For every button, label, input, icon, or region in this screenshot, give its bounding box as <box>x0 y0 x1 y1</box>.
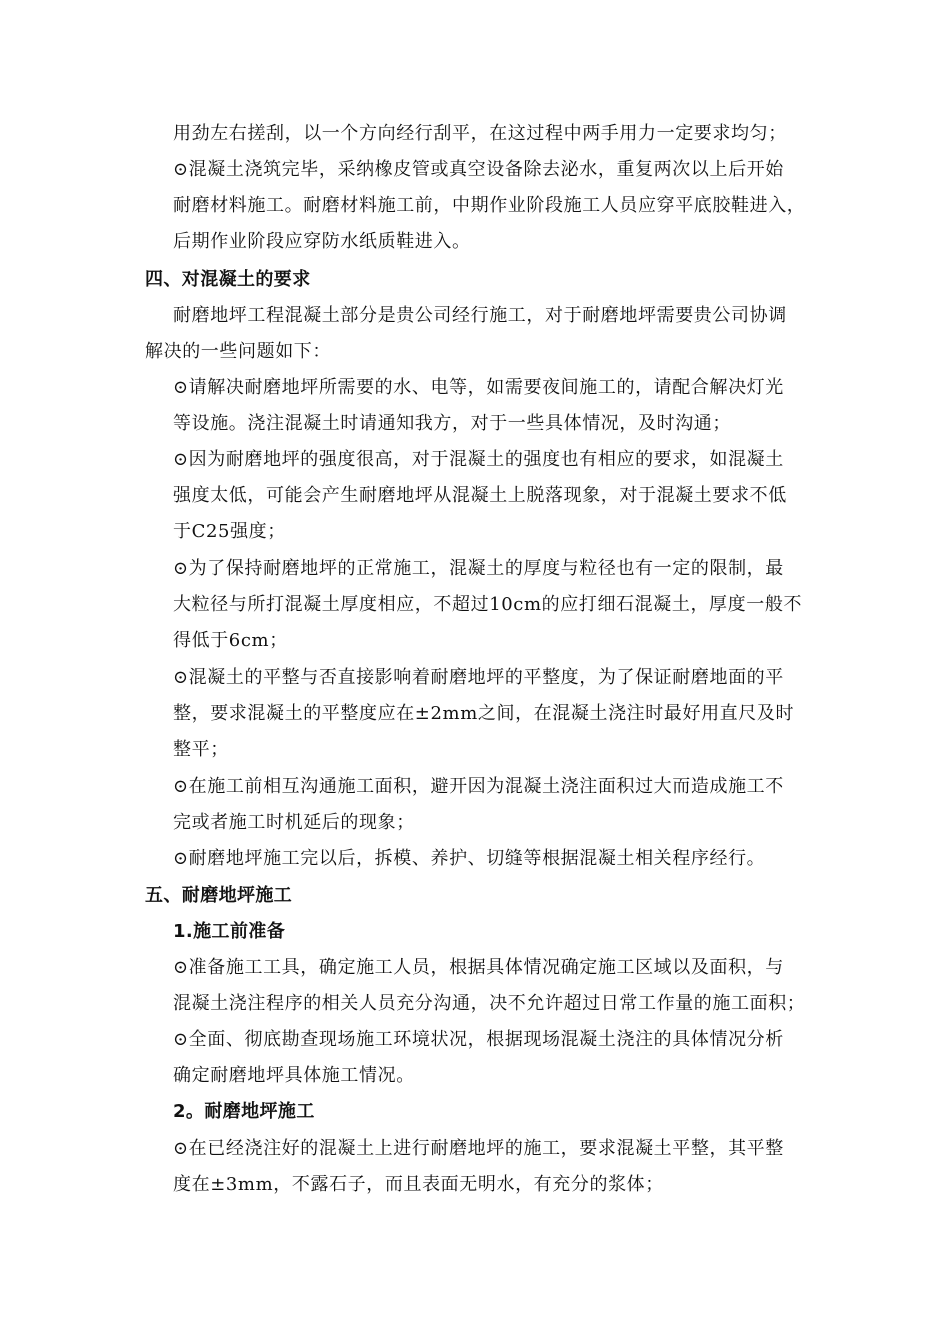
body-text-line: 整，要求混凝土的平整度应在±2mm之间，在混凝土浇注时最好用直尺及时 <box>173 703 795 724</box>
body-text-line: 耐磨地坪工程混凝土部分是贵公司经行施工，对于耐磨地坪需要贵公司协调 <box>173 305 787 326</box>
section-heading: 四、对混凝土的要求 <box>145 269 311 290</box>
body-text-line: 确定耐磨地坪具体施工情况。 <box>173 1065 415 1086</box>
bullet-text-line: ⊙为了保持耐磨地坪的正常施工，混凝土的厚度与粒径也有一定的限制，最 <box>173 558 784 579</box>
bullet-text-line: ⊙混凝土的平整与否直接影响着耐磨地坪的平整度，为了保证耐磨地面的平 <box>173 667 784 688</box>
subsection-heading: 2。耐磨地坪施工 <box>173 1101 315 1122</box>
subsection-heading: 1.施工前准备 <box>173 921 286 942</box>
bullet-text-line: ⊙全面、彻底勘查现场施工环境状况，根据现场混凝土浇注的具体情况分析 <box>173 1029 784 1050</box>
body-text-line: 等设施。浇注混凝土时请通知我方，对于一些具体情况，及时沟通； <box>173 413 731 434</box>
bullet-text-line: ⊙因为耐磨地坪的强度很高，对于混凝土的强度也有相应的要求，如混凝土 <box>173 449 784 470</box>
body-text-line: 耐磨材料施工。耐磨材料施工前，中期作业阶段施工人员应穿平底胶鞋进入， <box>173 195 806 216</box>
body-text-line: 解决的一些问题如下： <box>145 341 331 362</box>
body-text-line: 度在±3mm，不露石子，而且表面无明水，有充分的浆体； <box>173 1174 664 1195</box>
body-text-line: 用劲左右搓刮，以一个方向经行刮平，在这过程中两手用力一定要求均匀； <box>173 123 787 144</box>
body-text-line: 整平； <box>173 739 229 760</box>
body-text-line: 得低于6cm； <box>173 630 288 651</box>
body-text-line: 完或者施工时机延后的现象； <box>173 812 415 833</box>
body-text-line: 于C25强度； <box>173 521 286 542</box>
bullet-text-line: ⊙耐磨地坪施工完以后，拆模、养护、切缝等根据混凝土相关程序经行。 <box>173 848 766 869</box>
section-heading: 五、耐磨地坪施工 <box>145 885 293 906</box>
body-text-line: 混凝土浇注程序的相关人员充分沟通，决不允许超过日常工作量的施工面积； <box>173 993 806 1014</box>
bullet-text-line: ⊙请解决耐磨地坪所需要的水、电等，如需要夜间施工的，请配合解决灯光 <box>173 377 784 398</box>
body-text-line: 强度太低，可能会产生耐磨地坪从混凝土上脱落现象，对于混凝土要求不低 <box>173 485 787 506</box>
bullet-text-line: ⊙混凝土浇筑完毕，采纳橡皮管或真空设备除去泌水，重复两次以上后开始 <box>173 159 784 180</box>
body-text-line: 大粒径与所打混凝土厚度相应，不超过10cm的应打细石混凝土，厚度一般不 <box>173 594 803 615</box>
bullet-text-line: ⊙准备施工工具，确定施工人员，根据具体情况确定施工区域以及面积，与 <box>173 957 784 978</box>
bullet-text-line: ⊙在已经浇注好的混凝土上进行耐磨地坪的施工，要求混凝土平整，其平整 <box>173 1138 784 1159</box>
bullet-text-line: ⊙在施工前相互沟通施工面积，避开因为混凝土浇注面积过大而造成施工不 <box>173 776 784 797</box>
body-text-line: 后期作业阶段应穿防水纸质鞋进入。 <box>173 231 471 252</box>
